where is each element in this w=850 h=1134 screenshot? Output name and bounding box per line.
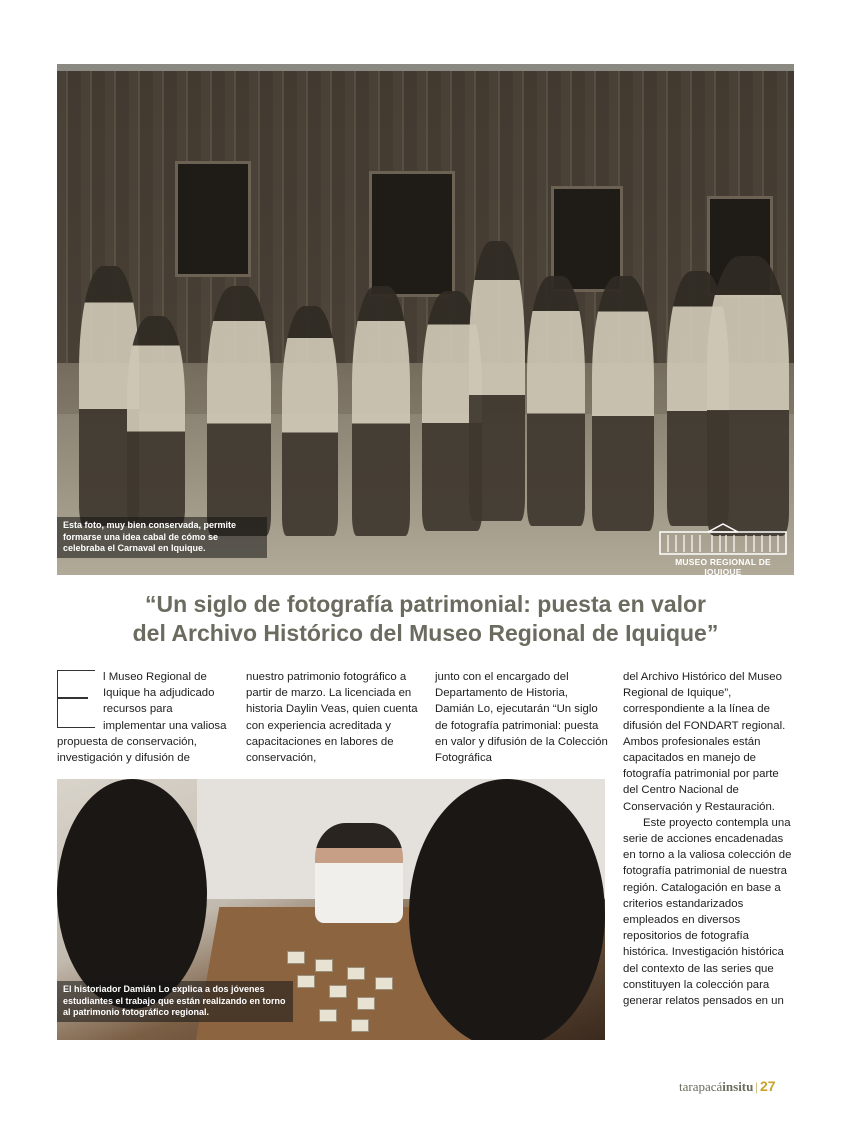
article-column-2: [246, 669, 421, 766]
drop-cap: [57, 670, 95, 728]
museum-building-icon: [658, 522, 788, 556]
column-4-paragraph-2: Este proyecto contempla una serie de acciones encadenadas en torno a la valiosa colección de fotografía patrimonial de nuestra región. Catalogación en base a criterios estandarizados empleados en diversos repositorios de fotografía histórica. Investigación histórica del contexto de las series que constituyen la colección para generar relatos pensados en un: [623, 816, 792, 1008]
photo-print: [375, 977, 393, 990]
column-2-text: nuestro patrimonio fotográfico a partir de marzo. La licenciada en historia Daylin Veas, quien cuenta con experiencia acreditada y capacitaciones en labores de conservación,: [246, 671, 418, 765]
column-4-paragraph-1: del Archivo Histórico del Museo Regional de Iquique”, correspondiente a la línea de difusión del FONDART regional. Ambos profesionales están capacitados en manejo de fotografía patrimonial por parte del Centro Nacional de Conservación y Restauración.: [623, 671, 786, 813]
photo-figure: [527, 276, 585, 526]
footer-brand-b: insitu: [722, 1079, 754, 1094]
headline-line-2: del Archivo Histórico del Museo Regional de Iquique”: [132, 620, 719, 646]
page-footer: [679, 1078, 776, 1095]
footer-separator: |: [755, 1079, 758, 1094]
bottom-photo-caption: El historiador Damián Lo explica a dos jóvenes estudiantes el trabajo que están realizando en torno al patrimonio fotográfico regional.: [57, 981, 293, 1022]
museum-logo: [656, 522, 790, 577]
headline-line-1: “Un siglo de fotografía patrimonial: puesta en valor: [144, 591, 707, 617]
photo-print: [315, 959, 333, 972]
page-number: 27: [759, 1078, 776, 1094]
article-headline: [57, 590, 794, 648]
photo-figure: [707, 256, 789, 536]
article-column-1: [57, 669, 232, 766]
photo-print: [297, 975, 315, 988]
photo-print: [329, 985, 347, 998]
photo-figure: [352, 286, 410, 536]
photo-figure: [127, 316, 185, 526]
photo-print: [287, 951, 305, 964]
photo-figure: [207, 286, 271, 536]
top-photo-caption: Esta foto, muy bien conservada, permite formarse una idea cabal de cómo se celebraba el Carnaval en Iquique.: [57, 517, 267, 558]
photo-figure: [282, 306, 338, 536]
photo-student-figure: [409, 779, 605, 1040]
photo-historian-figure: [315, 823, 403, 923]
photo-print: [351, 1019, 369, 1032]
photo-window: [369, 171, 455, 297]
photo-print: [347, 967, 365, 980]
carnival-historic-photo: [57, 71, 794, 575]
photo-student-figure: [57, 779, 207, 1009]
article-column-4: [623, 669, 795, 1009]
top-rule: [57, 64, 794, 71]
column-1-text: l Museo Regional de Iquique ha adjudicado recursos para implementar una valiosa propuesta de conservación, investigación y difusión de: [57, 671, 227, 765]
museum-logo-text: MUSEO REGIONAL DE IQUIQUE: [675, 557, 771, 577]
photo-print: [319, 1009, 337, 1022]
photo-print: [357, 997, 375, 1010]
column-3-text: junto con el encargado del Departamento de Historia, Damián Lo, ejecutarán “Un siglo de fotografía patrimonial: puesta en valor y difusión de la Colección Fotográfica: [435, 671, 608, 765]
photo-figure: [592, 276, 654, 531]
photo-figure: [469, 241, 525, 521]
photo-window: [175, 161, 251, 277]
footer-brand-a: tarapacá: [679, 1079, 723, 1094]
article-column-3: [435, 669, 610, 766]
